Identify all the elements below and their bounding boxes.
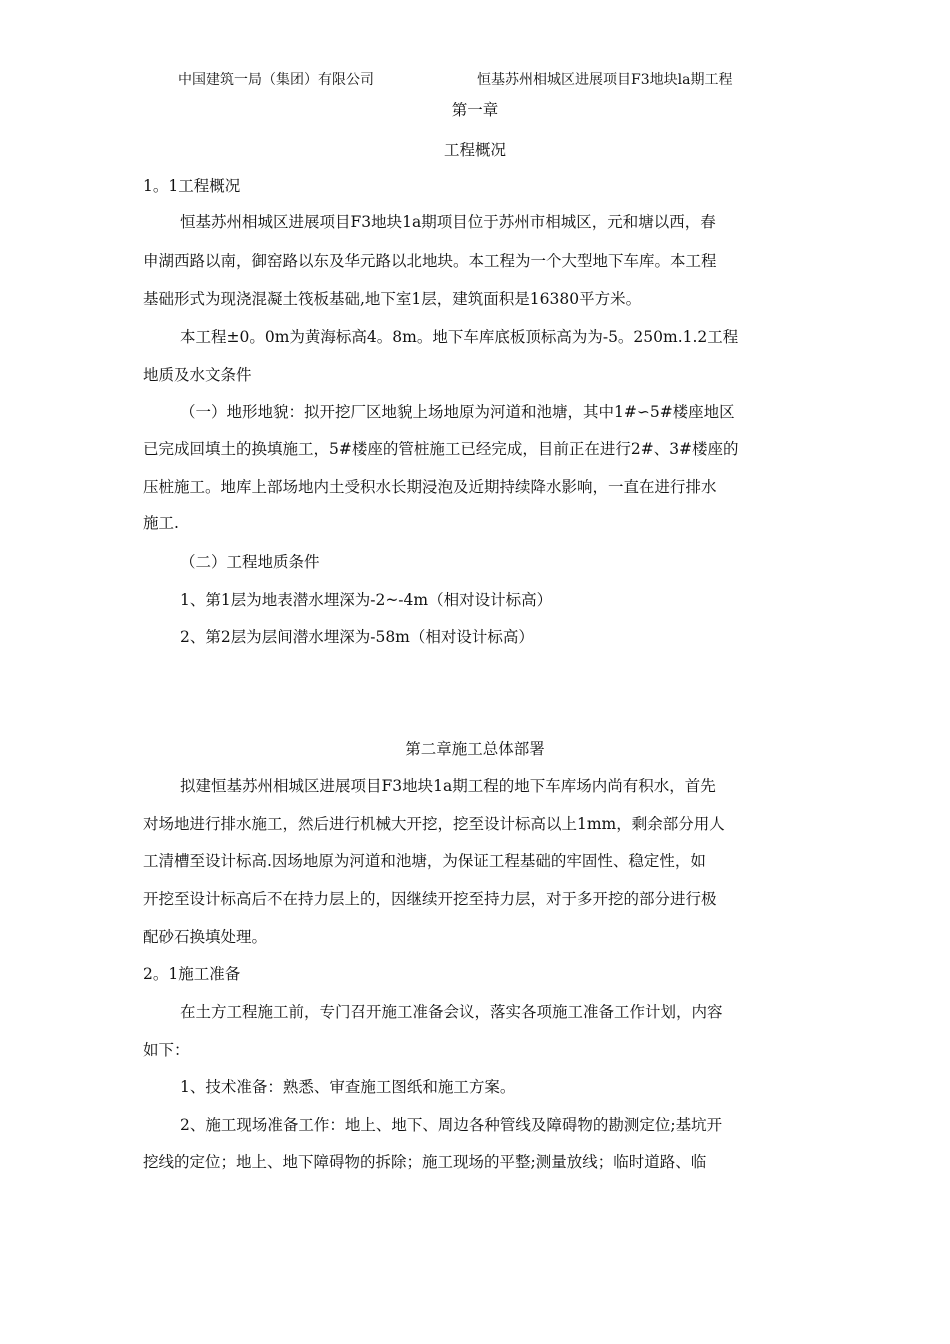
- section-2-1-heading: 2。1施工准备: [143, 965, 241, 983]
- paragraph-line: 如下：: [143, 1041, 190, 1059]
- paragraph-line: 开挖至设计标高后不在持力层上的，因继续开挖至持力层，对于多开挖的部分进行极: [143, 890, 717, 908]
- paragraph-line: 已完成回填土的换填施工，5#楼座的管桩施工已经完成，目前正在进行2#、3#楼座的: [143, 440, 739, 458]
- list-item: 1、技术准备：熟悉、审查施工图纸和施工方案。: [180, 1078, 516, 1096]
- paragraph-line: 压桩施工。地库上部场地内土受积水长期浸泡及近期持续降水影响，一直在进行排水: [143, 478, 717, 496]
- paragraph-line: 挖线的定位；地上、地下障碍物的拆除；施工现场的平整;测量放线；临时道路、临: [143, 1153, 707, 1171]
- paragraph-line: （一）地形地貌：拟开挖厂区地貌上场地原为河道和池塘，其中1#∽5#楼座地区: [180, 403, 735, 421]
- paragraph-line: 配砂石换填处理。: [143, 928, 268, 946]
- chapter1-subtitle: 工程概况: [443, 141, 506, 159]
- list-item: 1、第1层为地表潜水埋深为-2~-4m（相对设计标高）: [180, 591, 553, 609]
- paragraph-line: 工清槽至设计标高.因场地原为河道和池塘，为保证工程基础的牢固性、稳定性，如: [143, 852, 706, 870]
- chapter1-title: 第一章: [451, 101, 499, 119]
- paragraph-line: 拟建恒基苏州相城区进展项目F3地块1a期工程的地下车库场内尚有积水，首先: [180, 777, 716, 795]
- header-company: 中国建筑一局（集团）有限公司: [178, 72, 374, 88]
- list-item: 2、第2层为层间潜水埋深为-58m（相对设计标高）: [180, 628, 534, 646]
- paragraph-line: 本工程±0。0m为黄海标高4。8m。地下车库底板顶标高为为-5。250m.1.2工程: [180, 328, 739, 346]
- paragraph-line: 地质及水文条件: [143, 366, 252, 384]
- paragraph-line: 恒基苏州相城区进展项目F3地块1a期项目位于苏州市相城区，元和塘以西，春: [180, 213, 716, 231]
- paragraph-line: 施工.: [143, 514, 179, 532]
- paragraph-line: 在土方工程施工前，专门召开施工准备会议，落实各项施工准备工作计划，内容: [180, 1003, 723, 1021]
- list-item: 2、施工现场准备工作：地上、地下、周边各种管线及障碍物的勘测定位;基坑开: [180, 1116, 723, 1134]
- header-project: 恒基苏州相城区进展项目F3地块la期工程: [477, 72, 733, 88]
- chapter2-title: 第二章施工总体部署: [405, 740, 545, 758]
- paragraph-line: 对场地进行排水施工，然后进行机械大开挖，挖至设计标高以上1mm，剩余部分用人: [143, 815, 725, 833]
- section-1-1-heading: 1。1工程概况: [143, 177, 241, 195]
- paragraph-line: 基础形式为现浇混凝土筏板基础,地下室1层，建筑面积是16380平方米。: [143, 290, 642, 308]
- subheading-geology: （二）工程地质条件: [180, 553, 320, 571]
- paragraph-line: 申湖西路以南，御窑路以东及华元路以北地块。本工程为一个大型地下车库。本工程: [143, 252, 717, 270]
